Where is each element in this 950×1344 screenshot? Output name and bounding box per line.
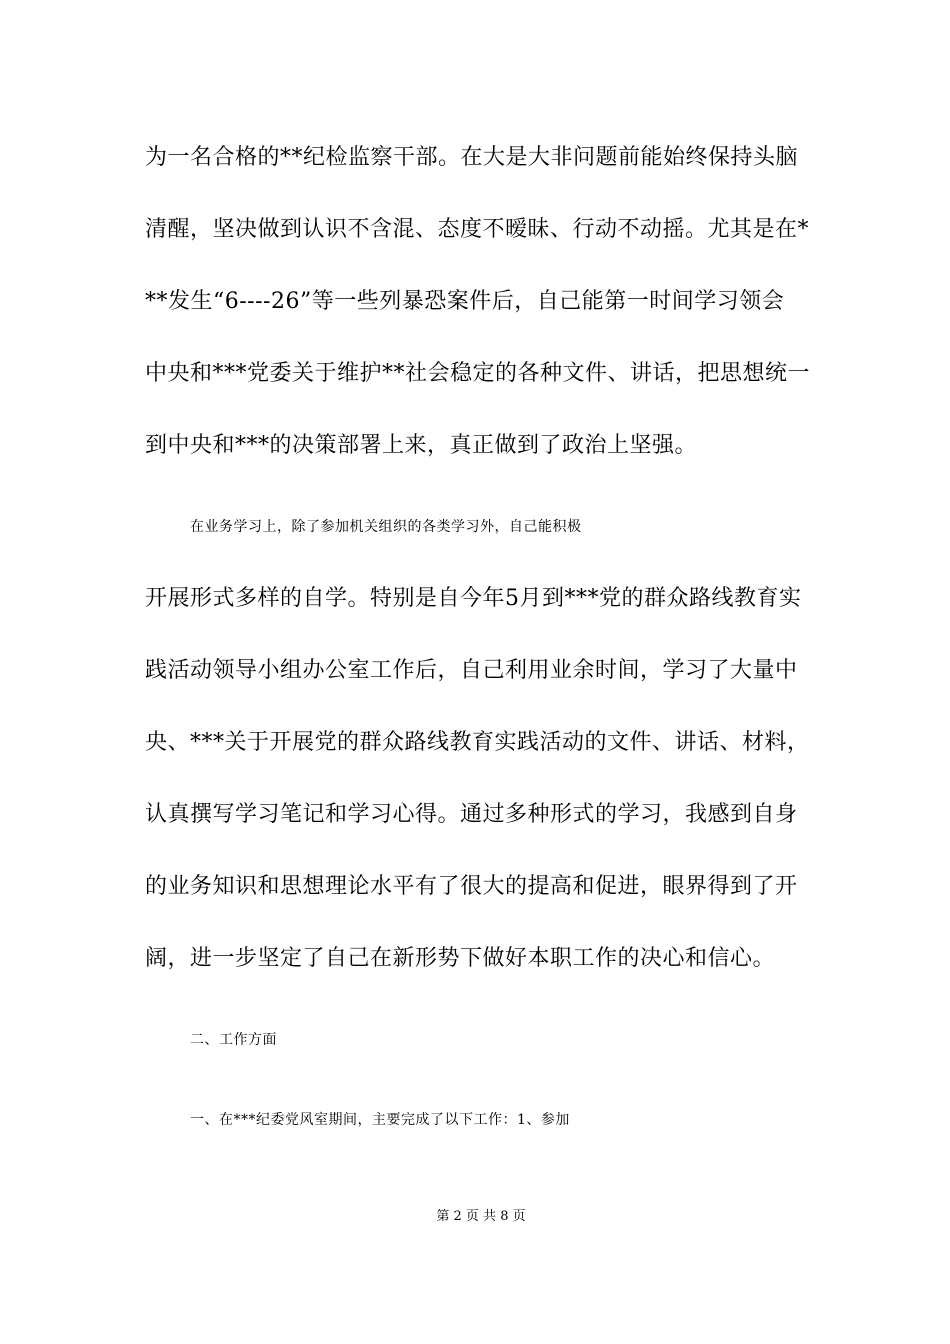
paragraph-line: 中央和***党委关于维护**社会稳定的各种文件、讲话，把思想统一 — [145, 361, 811, 386]
paragraph-line: 的业务知识和思想理论水平有了很大的提高和促进，眼界得到了开 — [145, 874, 798, 899]
paragraph-line: 央、***关于开展党的群众路线教育实践活动的文件、讲话、材料， — [145, 730, 810, 755]
paragraph-line: 清醒，坚决做到认识不含混、态度不暧昧、行动不动摇。尤其是在* — [145, 217, 810, 242]
paragraph-line: 为一名合格的**纪检监察干部。在大是大非问题前能始终保持头脑 — [145, 145, 799, 170]
paragraph-line: 认真撰写学习笔记和学习心得。通过多种形式的学习，我感到自身 — [145, 802, 798, 827]
paragraph-line: 阔，进一步坚定了自己在新形势下做好本职工作的决心和信心。 — [145, 946, 776, 971]
paragraph-line: 践活动领导小组办公室工作后，自己利用业余时间，学习了大量中 — [145, 658, 798, 683]
page-number-footer: 第 2 页 共 8 页 — [436, 1209, 526, 1224]
paragraph-line: 一、在***纪委党风室期间，主要完成了以下工作：1、参加 — [190, 1112, 570, 1128]
section-heading: 二、工作方面 — [190, 1032, 277, 1048]
paragraph-line: **发生“6----26”等一些列暴恐案件后，自己能第一时间学习领会 — [145, 289, 785, 314]
paragraph-line: 开展形式多样的自学。特别是自今年5月到***党的群众路线教育实 — [145, 586, 802, 611]
paragraph-line: 在业务学习上，除了参加机关组织的各类学习外，自己能积极 — [190, 519, 582, 535]
paragraph-line: 到中央和***的决策部署上来，真正做到了政治上坚强。 — [145, 433, 698, 458]
